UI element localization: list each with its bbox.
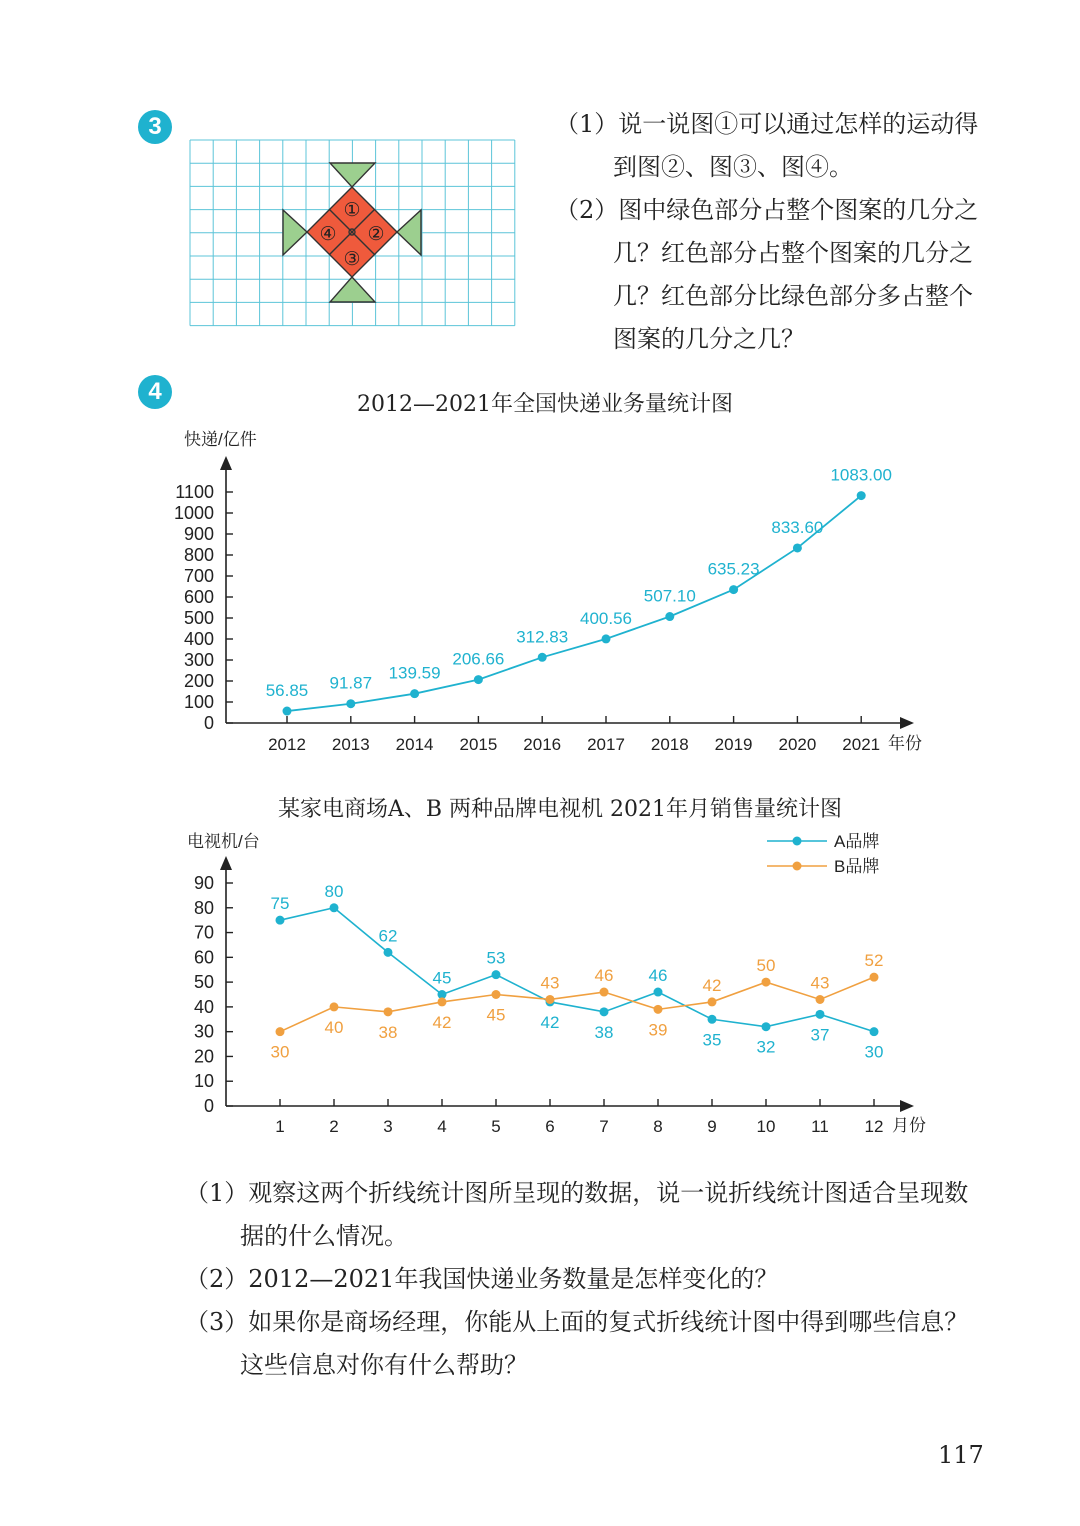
- y-tick-label: 50: [193, 972, 214, 993]
- y-axis-label: 电视机/台: [187, 832, 260, 851]
- x-tick-label: 3: [383, 1117, 393, 1136]
- x-tick-label: 2013: [331, 735, 370, 754]
- data-label-a: 32: [756, 1037, 776, 1057]
- data-label: 206.66: [452, 649, 505, 669]
- data-label: 833.60: [771, 517, 824, 537]
- problem-3-q2-line2: 几？红色部分占整个图案的几分之: [613, 239, 973, 267]
- express-delivery-chart: [150, 420, 950, 760]
- question-text: 观察这两个折线统计图所呈现的数据，说一说折线统计图适合呈现数: [248, 1179, 969, 1207]
- y-tick-label: 40: [193, 996, 214, 1017]
- data-label-a: 75: [270, 894, 290, 914]
- data-label-a: 38: [594, 1022, 614, 1042]
- problem-4-q3: [185, 1301, 968, 1344]
- question-text: 说一说图①可以通过怎样的运动得: [618, 110, 979, 138]
- green-triangle-top: [330, 163, 375, 187]
- chart1-title: 2012—2021年全国快递业务量统计图: [357, 392, 733, 417]
- problem-4-q3-cont: 这些信息对你有什么帮助？: [240, 1351, 528, 1379]
- series-line-b: [280, 977, 874, 1032]
- data-point: [729, 585, 738, 594]
- data-label-b: 52: [864, 951, 884, 971]
- x-tick-label: 6: [545, 1117, 555, 1136]
- data-point: [538, 653, 547, 662]
- y-tick-label: 400: [183, 629, 214, 649]
- data-label-a: 30: [864, 1042, 884, 1062]
- y-tick-label: 900: [183, 524, 214, 544]
- legend-label: B品牌: [834, 857, 880, 876]
- legend-marker: [793, 837, 802, 846]
- x-tick-label: 2012: [268, 735, 306, 754]
- data-label: 507.10: [643, 586, 696, 606]
- x-tick-label: 4: [437, 1117, 447, 1136]
- data-label-b: 39: [648, 1020, 668, 1040]
- y-tick-label: 700: [183, 566, 214, 586]
- y-tick-label: 600: [183, 587, 214, 607]
- data-point: [602, 634, 611, 643]
- data-point-a: [600, 1007, 609, 1016]
- data-label-b: 42: [702, 975, 722, 995]
- data-point-b: [276, 1027, 285, 1036]
- x-tick-label: 2: [329, 1117, 339, 1136]
- y-tick-label: 20: [193, 1046, 214, 1067]
- figure-label-4: ④: [319, 224, 337, 245]
- x-tick-label: 8: [653, 1117, 663, 1136]
- data-point-a: [492, 970, 501, 979]
- data-label: 312.83: [516, 627, 569, 647]
- data-point-b: [330, 1002, 339, 1011]
- question-text: 图中绿色部分占整个图案的几分之: [618, 196, 979, 224]
- data-point-b: [654, 1005, 663, 1014]
- x-tick-label: 7: [599, 1117, 609, 1136]
- question-number: （3）: [185, 1308, 249, 1336]
- question-text: 如果你是商场经理，你能从上面的复式折线统计图中得到哪些信息？: [248, 1308, 969, 1336]
- y-tick-label: 70: [193, 922, 214, 943]
- data-label: 400.56: [580, 608, 632, 628]
- data-label-b: 50: [756, 956, 776, 976]
- y-axis-arrow: [220, 456, 232, 470]
- data-label-b: 43: [810, 973, 830, 993]
- data-point-a: [330, 903, 339, 912]
- data-label-b: 46: [594, 966, 614, 986]
- data-point-b: [384, 1007, 393, 1016]
- y-tick-label: 90: [193, 873, 214, 893]
- data-label-b: 45: [486, 1005, 506, 1025]
- y-tick-label: 100: [183, 692, 214, 712]
- problem-3-badge: 3: [138, 110, 172, 144]
- data-point-b: [600, 988, 609, 997]
- data-point: [474, 675, 483, 684]
- chart2-title: 某家电商场A、B 两种品牌电视机 2021年月销售量统计图: [277, 797, 843, 822]
- figure-label-3: ③: [343, 249, 361, 270]
- y-tick-label: 60: [193, 947, 214, 968]
- legend-marker: [793, 862, 802, 871]
- page-number: 117: [938, 1441, 984, 1469]
- data-label-a: 42: [540, 1012, 560, 1032]
- data-label: 56.85: [265, 681, 309, 701]
- data-label-a: 62: [378, 926, 398, 946]
- problem-3-q2-line4: 图案的几分之几？: [613, 325, 805, 353]
- y-tick-label: 80: [193, 897, 214, 918]
- y-tick-label: 0: [203, 1096, 214, 1116]
- data-label-b: 43: [540, 973, 560, 993]
- data-point-a: [762, 1022, 771, 1031]
- figure-label-2: ②: [367, 224, 385, 245]
- problem-3-q1: [555, 103, 978, 146]
- x-tick-label: 2020: [778, 735, 817, 754]
- data-label: 635.23: [707, 559, 760, 579]
- y-axis-arrow: [220, 856, 232, 870]
- legend-label: A品牌: [834, 832, 880, 851]
- data-point-a: [816, 1010, 825, 1019]
- question-number: （2）: [555, 196, 619, 224]
- question-text: 2012—2021年我国快递业务数量是怎样变化的？: [248, 1265, 779, 1293]
- data-point-a: [870, 1027, 879, 1036]
- tv-sales-chart: [150, 825, 950, 1145]
- question-number: （2）: [185, 1265, 249, 1293]
- data-point: [793, 543, 802, 552]
- problem-3-q2: [555, 189, 978, 232]
- x-tick-label: 2016: [523, 735, 562, 754]
- series-line-a: [280, 908, 874, 1032]
- pattern: [283, 163, 421, 302]
- x-tick-label: 2021: [842, 735, 881, 754]
- data-label-b: 40: [324, 1017, 344, 1037]
- x-axis-label: 月份: [892, 1116, 926, 1135]
- data-label: 139.59: [388, 663, 441, 683]
- problem-4-q1: [185, 1172, 968, 1215]
- y-tick-label: 1100: [175, 482, 214, 502]
- data-point-a: [384, 948, 393, 957]
- question-number: （1）: [555, 110, 619, 138]
- y-tick-label: 800: [183, 545, 214, 565]
- data-label-b: 42: [432, 1012, 452, 1032]
- x-axis-arrow: [900, 717, 914, 729]
- x-tick-label: 11: [811, 1117, 829, 1136]
- data-point-a: [654, 988, 663, 997]
- x-tick-label: 5: [491, 1117, 501, 1136]
- data-point-b: [762, 978, 771, 987]
- figure-label-1: ①: [343, 200, 361, 221]
- x-axis-label: 年份: [888, 734, 922, 753]
- data-point-b: [708, 997, 717, 1006]
- data-label-a: 45: [432, 968, 452, 988]
- data-label-a: 53: [486, 948, 506, 968]
- problem-3-figure: [185, 135, 525, 335]
- x-tick-label: 9: [707, 1117, 717, 1136]
- y-tick-label: 30: [193, 1021, 214, 1042]
- x-tick-label: 2017: [587, 735, 625, 754]
- problem-3-q2-line3: 几？红色部分比绿色部分多占整个: [613, 282, 973, 310]
- data-point-b: [492, 990, 501, 999]
- data-label: 91.87: [329, 673, 373, 693]
- green-triangle-bottom: [330, 277, 375, 302]
- problem-4-q1-cont: 据的什么情况。: [240, 1222, 408, 1250]
- data-point: [410, 689, 419, 698]
- data-label-a: 80: [324, 881, 344, 901]
- green-triangle-left: [283, 210, 307, 255]
- y-tick-label: 500: [183, 608, 214, 628]
- x-tick-label: 10: [756, 1117, 776, 1136]
- y-axis-label: 快递/亿件: [184, 430, 257, 449]
- data-point-b: [870, 973, 879, 982]
- problem-4-q2: [185, 1258, 778, 1301]
- problem-3-q1-cont: 到图②、图③、图④。: [613, 153, 853, 181]
- data-label-b: 30: [270, 1042, 290, 1062]
- problem-4-badge: 4: [138, 375, 172, 409]
- x-axis-arrow: [900, 1100, 914, 1112]
- data-point: [665, 612, 674, 621]
- x-tick-label: 12: [864, 1117, 884, 1136]
- y-tick-label: 200: [183, 671, 214, 691]
- x-tick-label: 2018: [650, 735, 689, 754]
- data-label-a: 46: [648, 966, 668, 986]
- x-tick-label: 2015: [459, 735, 498, 754]
- data-point-b: [438, 997, 447, 1006]
- x-tick-label: 2014: [395, 735, 434, 754]
- y-tick-label: 10: [193, 1071, 214, 1092]
- data-point: [283, 707, 292, 716]
- x-tick-label: 1: [275, 1117, 285, 1136]
- x-tick-label: 2019: [714, 735, 753, 754]
- data-label: 1083.00: [830, 465, 892, 485]
- question-number: （1）: [185, 1179, 249, 1207]
- data-point-a: [276, 916, 285, 925]
- y-tick-label: 0: [203, 713, 214, 733]
- data-point: [857, 491, 866, 500]
- data-label-a: 37: [810, 1025, 830, 1045]
- data-point-b: [546, 995, 555, 1004]
- y-tick-label: 300: [183, 650, 214, 670]
- data-label-a: 35: [702, 1030, 722, 1050]
- data-point-b: [816, 995, 825, 1004]
- data-point-a: [708, 1015, 717, 1024]
- y-tick-label: 1000: [173, 503, 214, 523]
- data-point: [346, 699, 355, 708]
- data-label-b: 38: [378, 1022, 398, 1042]
- green-triangle-right: [397, 210, 421, 255]
